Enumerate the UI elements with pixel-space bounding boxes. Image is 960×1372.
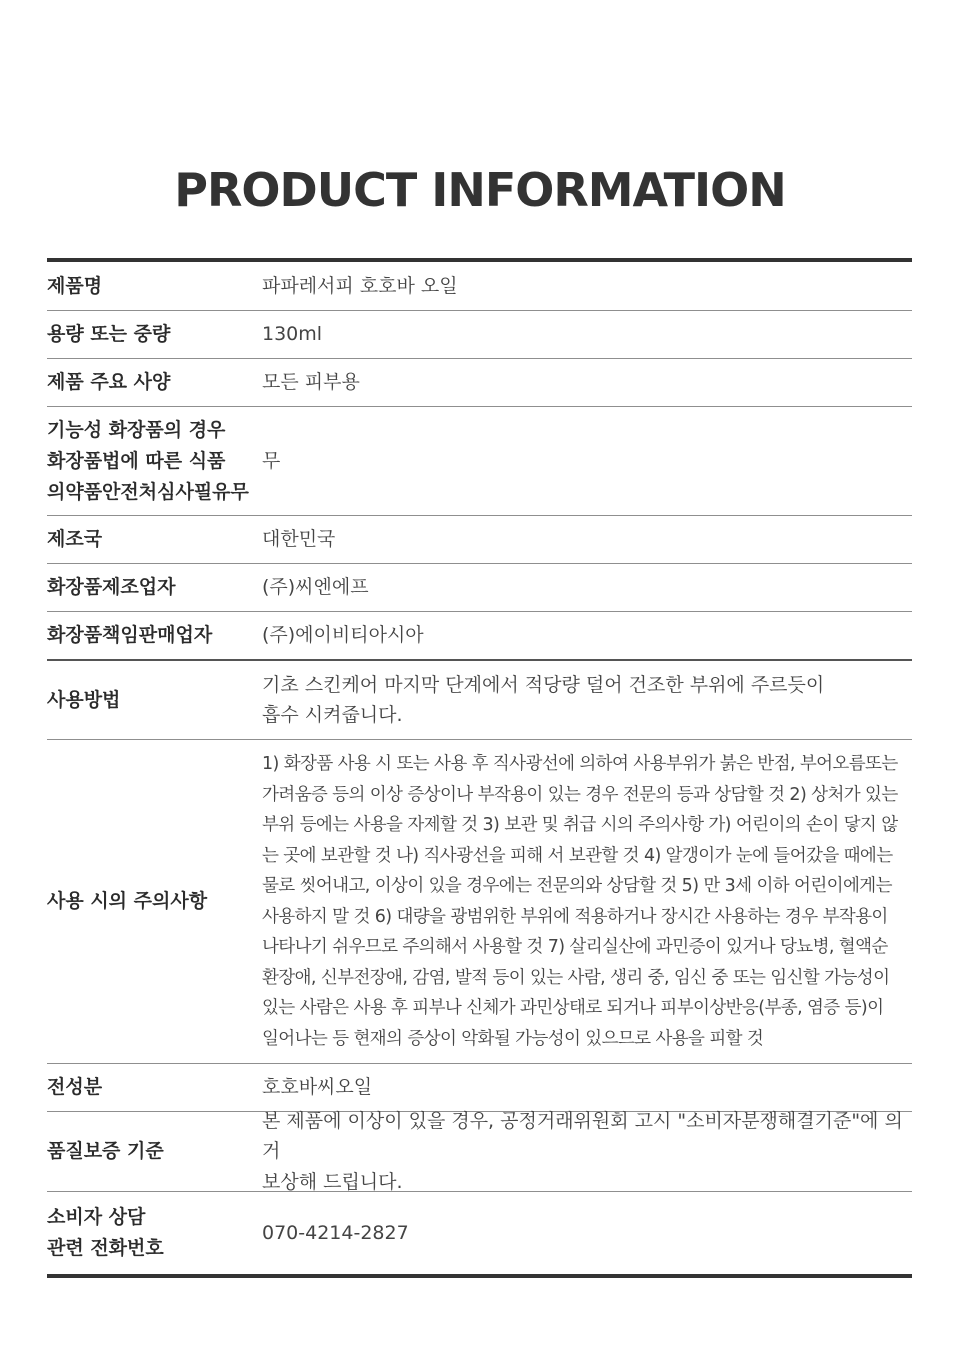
row-value: 기초 스킨케어 마지막 단계에서 적당량 덜어 건조한 부위에 주르듯이 흡수 시켜줍니다. xyxy=(262,673,825,726)
row-value: 070-4214-2827 xyxy=(262,1221,409,1244)
page-title: PRODUCT INFORMATION xyxy=(174,163,786,217)
row-value: (주)에이비티아시아 xyxy=(262,624,424,647)
row-value: 무 xyxy=(262,449,281,472)
table-row-volume xyxy=(47,311,912,359)
row-label: 제품 주요 사양 xyxy=(47,371,171,393)
product-info-table xyxy=(47,258,912,1278)
row-value: (주)씨엔에프 xyxy=(262,576,369,599)
row-label: 화장품제조업자 xyxy=(47,576,176,598)
table-row-main-spec xyxy=(47,359,912,407)
row-label: 제품명 xyxy=(47,274,103,297)
row-value: 1) 화장품 사용 시 또는 사용 후 직사광선에 의하여 사용부위가 붉은 반점, 부어오름또는 가려움증 등의 이상 증상이나 부작용이 있는 경우 전문의 등과 상담할 것 2) 상처가 있는 부위 등에는 사용을 자제할 것 3) 보관 및 취급 시의 주의사항 가) 어린이의 손이 닿지 않 는 곳에 보관할 것 나) 직사광선을 피해 서 보관할 것 4) 알갱이가 눈에 들어갔을 때에는 물로 씻어내고, 이상이 있을 경우에는 전문의와 상담할 것 5) 만 3세 이하 어린이에게는 사용하지 말 것 6) 대량을 광범위한 부위에 적용하거나 장시간 사용하는 경우 부작용이 나타나기 쉬우므로 주의해서 사용할 것 7) 살리실산에 과민증이 있거나 당뇨병, 혈액순 환장애, 신부전장애, 감염, 발적 등이 있는 사람, 생리 중, 임신 중 또는 임신할 가능성이 있는 사람은 사용 후 피부나 신체가 과민상태로 되거나 피부이상반응(부종, 염증 등)이 일어나는 등 현재의 증상이 악화될 가능성이 있으므로 사용을 피할 것 xyxy=(262,754,898,1049)
table-row-usage xyxy=(47,661,912,740)
row-label: 화장품책임판매업자 xyxy=(47,624,213,646)
table-row-precautions xyxy=(47,740,912,1064)
row-value: 대한민국 xyxy=(262,528,336,551)
row-value: 파파레서피 호호바 오일 xyxy=(262,274,458,297)
row-label: 용량 또는 중량 xyxy=(47,323,171,345)
table-row-manufacturer xyxy=(47,564,912,612)
row-label: 기능성 화장품의 경우 화장품법에 따른 식품 의약품안전처심사필유무 xyxy=(47,418,249,503)
row-value: 모든 피부용 xyxy=(262,371,360,394)
row-value: 호호바씨오일 xyxy=(262,1076,373,1099)
table-row-seller xyxy=(47,612,912,661)
table-row-consumer-phone xyxy=(47,1192,912,1274)
table-row-country xyxy=(47,516,912,564)
row-label: 제조국 xyxy=(47,528,103,550)
table-row-functional-review xyxy=(47,407,912,516)
row-label: 사용방법 xyxy=(47,688,121,711)
row-value: 본 제품에 이상이 있을 경우, 공정거래위원회 고시 "소비자분쟁해결기준"에 의거 보상해 드립니다. xyxy=(262,1109,903,1193)
row-label: 사용 시의 주의사항 xyxy=(47,890,208,912)
row-value: 130ml xyxy=(262,323,323,346)
row-label: 전성분 xyxy=(47,1076,103,1098)
table-row-quality-guarantee xyxy=(47,1109,912,1193)
table-row-product-name xyxy=(47,262,912,311)
row-label: 품질보증 기준 xyxy=(47,1140,164,1162)
row-label: 소비자 상담 관련 전화번호 xyxy=(47,1206,164,1259)
